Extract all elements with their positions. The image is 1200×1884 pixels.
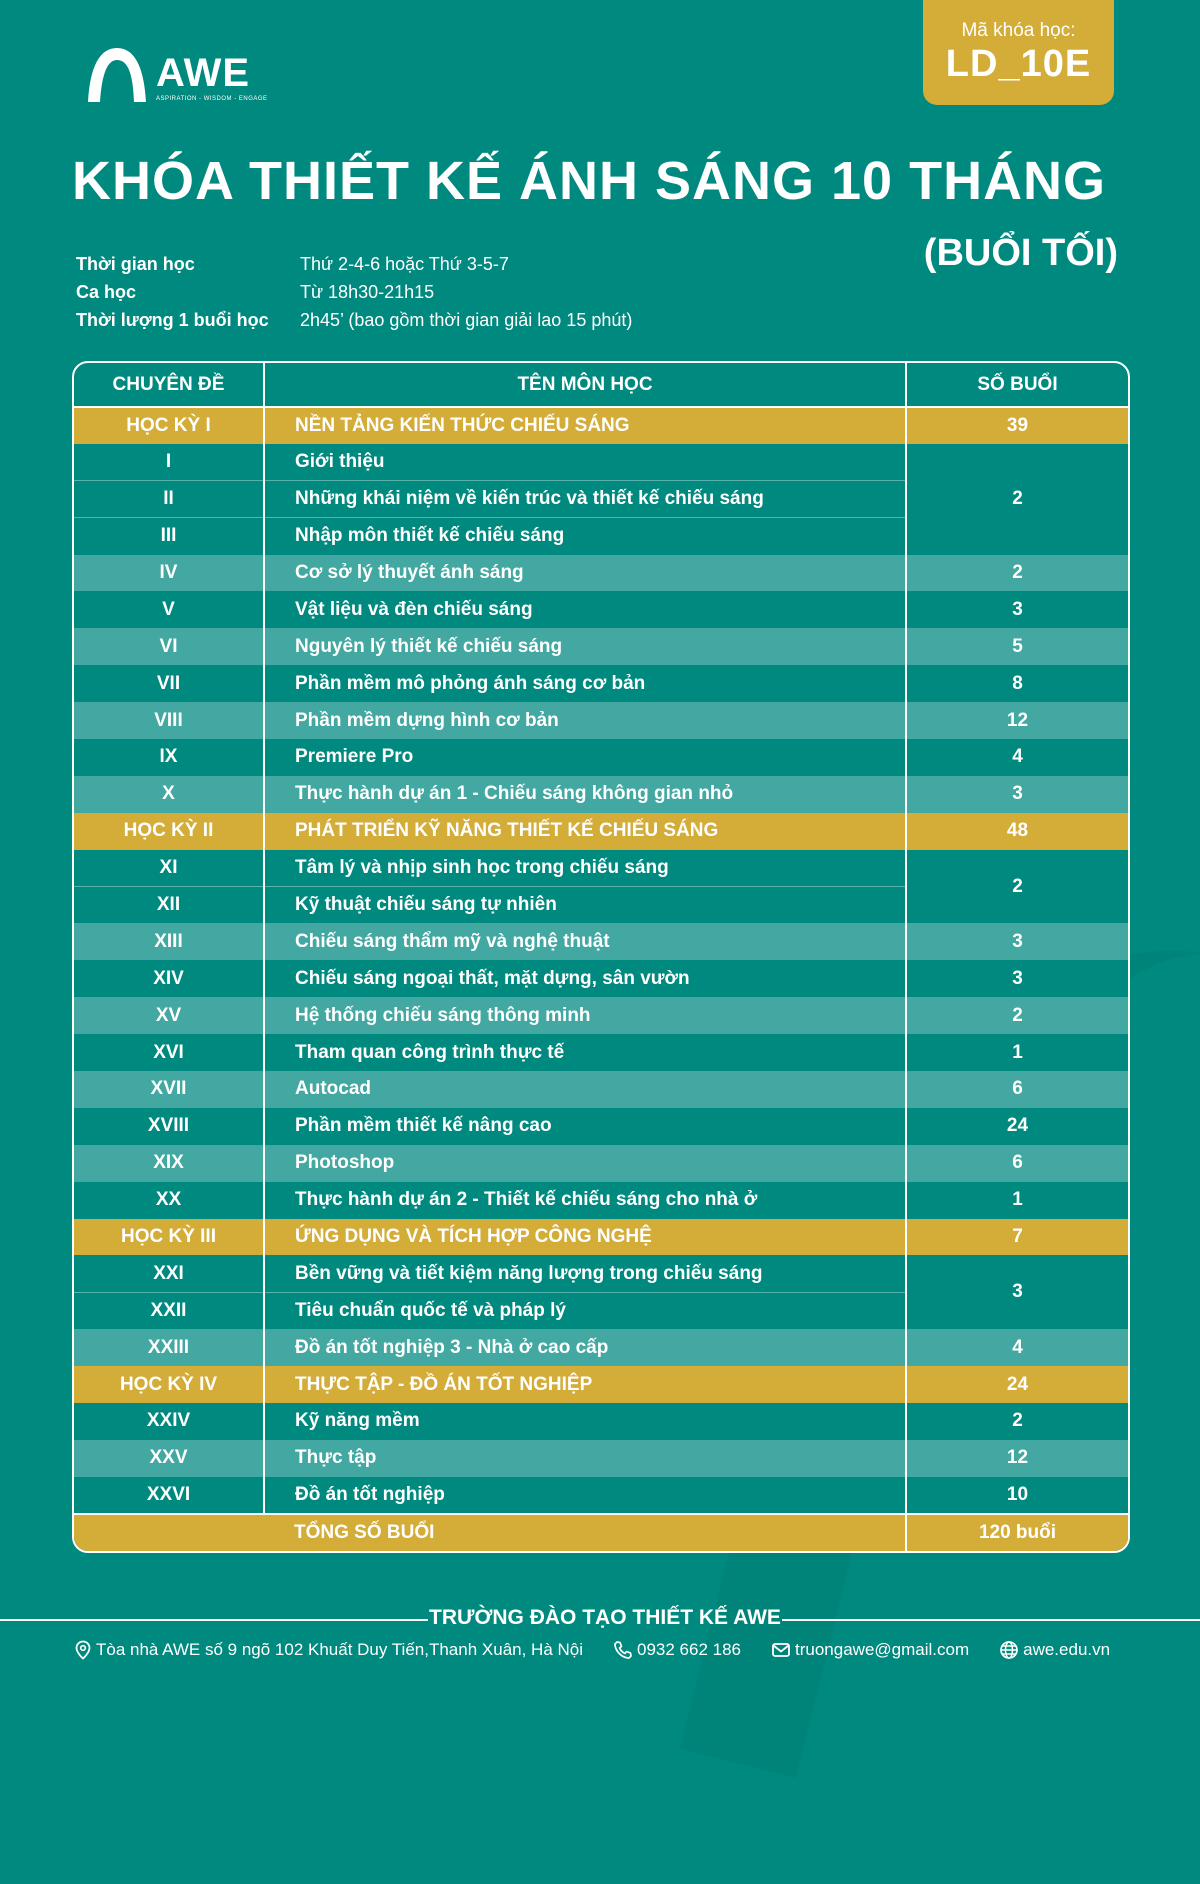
header-sessions: SỐ BUỔI [906, 363, 1128, 407]
info-label: Thời lượng 1 buổi học [76, 310, 269, 330]
curriculum-table [72, 361, 1130, 1553]
semester-code: HỌC KỲ II [74, 813, 264, 850]
subject-name: Bền vững và tiết kiệm năng lượng trong chiếu sáng [264, 1255, 906, 1292]
total-value: 120 buổi [906, 1514, 1128, 1551]
table-row [74, 1477, 1128, 1514]
subject-roman: I [74, 444, 264, 481]
schedule-info [76, 250, 632, 334]
subject-roman: XIV [74, 960, 264, 997]
subject-roman: XIX [74, 1145, 264, 1182]
subject-roman: XXII [74, 1292, 264, 1329]
subject-roman: VIII [74, 702, 264, 739]
table-row [74, 444, 1128, 481]
subject-name: Phần mềm thiết kế nâng cao [264, 1108, 906, 1145]
subject-name: Đồ án tốt nghiệp 3 - Nhà ở cao cấp [264, 1329, 906, 1366]
info-value: Thứ 2-4-6 hoặc Thứ 3-5-7 [300, 254, 509, 274]
info-value: Từ 18h30-21h15 [300, 282, 435, 302]
subject-roman: XVII [74, 1071, 264, 1108]
semester-name: PHÁT TRIỂN KỸ NĂNG THIẾT KẾ CHIẾU SÁNG [264, 813, 906, 850]
subject-roman: XII [74, 887, 264, 924]
subject-name: Thực hành dự án 1 - Chiếu sáng không gian nhỏ [264, 776, 906, 813]
semester-name: THỰC TẬP - ĐỒ ÁN TỐT NGHIỆP [264, 1366, 906, 1403]
subject-sessions: 2 [906, 555, 1128, 592]
subject-name: Kỹ năng mềm [264, 1403, 906, 1440]
total-row [74, 1514, 1128, 1551]
table-row [74, 555, 1128, 592]
info-row-study-days [76, 250, 632, 278]
subject-name: Chiếu sáng thẩm mỹ và nghệ thuật [264, 923, 906, 960]
table-row [74, 1145, 1128, 1182]
awe-logo [86, 46, 268, 102]
subject-roman: IX [74, 739, 264, 776]
globe-icon [999, 1640, 1019, 1660]
subject-roman: V [74, 591, 264, 628]
subject-name: Kỹ thuật chiếu sáng tự nhiên [264, 887, 906, 924]
info-row-duration [76, 306, 632, 334]
subject-roman: XIII [74, 923, 264, 960]
table-row [74, 1440, 1128, 1477]
subject-roman: II [74, 481, 264, 518]
subject-name: Nguyên lý thiết kế chiếu sáng [264, 628, 906, 665]
subject-roman: III [74, 518, 264, 555]
subject-sessions: 1 [906, 1182, 1128, 1219]
subject-name: Đồ án tốt nghiệp [264, 1477, 906, 1514]
subject-sessions: 3 [906, 591, 1128, 628]
subject-name: Chiếu sáng ngoại thất, mặt dựng, sân vườn [264, 960, 906, 997]
course-code-value: LD_10E [945, 43, 1092, 85]
info-label: Thời gian học [76, 254, 195, 274]
table-row [74, 1403, 1128, 1440]
semester-sessions: 48 [906, 813, 1128, 850]
table-row [74, 997, 1128, 1034]
subject-sessions: 2 [906, 444, 1128, 555]
subject-name: Thực hành dự án 2 - Thiết kế chiếu sáng cho nhà ở [264, 1182, 906, 1219]
table-row [74, 1108, 1128, 1145]
subject-roman: XXV [74, 1440, 264, 1477]
subject-roman: VII [74, 665, 264, 702]
semester-row [74, 407, 1128, 444]
course-code-badge [923, 0, 1114, 105]
page-subtitle: (BUỔI TỐI) [923, 232, 1118, 274]
semester-row [74, 1366, 1128, 1403]
table-row [74, 1071, 1128, 1108]
subject-name: Tham quan công trình thực tế [264, 1034, 906, 1071]
semester-sessions: 24 [906, 1366, 1128, 1403]
subject-name: Phần mềm mô phỏng ánh sáng cơ bản [264, 665, 906, 702]
table-row [74, 1182, 1128, 1219]
subject-roman: XI [74, 850, 264, 887]
subject-sessions: 5 [906, 628, 1128, 665]
subject-sessions: 3 [906, 1255, 1128, 1329]
semester-name: NỀN TẢNG KIẾN THỨC CHIẾU SÁNG [264, 407, 906, 444]
subject-name: Phần mềm dựng hình cơ bản [264, 702, 906, 739]
subject-roman: XV [74, 997, 264, 1034]
subject-sessions: 1 [906, 1034, 1128, 1071]
subject-name: Vật liệu và đèn chiếu sáng [264, 591, 906, 628]
contact-email[interactable] [771, 1640, 969, 1660]
contact-website[interactable] [999, 1640, 1110, 1660]
table-row [74, 1255, 1128, 1292]
map-pin-icon [74, 1640, 92, 1660]
subject-roman: XXI [74, 1255, 264, 1292]
subject-sessions: 24 [906, 1108, 1128, 1145]
semester-sessions: 39 [906, 407, 1128, 444]
contact-address [74, 1640, 583, 1660]
contact-phone[interactable] [613, 1640, 741, 1660]
subject-roman: IV [74, 555, 264, 592]
subject-name: Tâm lý và nhịp sinh học trong chiếu sáng [264, 850, 906, 887]
subject-sessions: 12 [906, 702, 1128, 739]
subject-sessions: 2 [906, 850, 1128, 924]
semester-name: ỨNG DỤNG VÀ TÍCH HỢP CÔNG NGHỆ [264, 1219, 906, 1256]
header-subject-name: TÊN MÔN HỌC [264, 363, 906, 407]
footer-school-name: TRƯỜNG ĐÀO TẠO THIẾT KẾ AWE [429, 1606, 781, 1629]
header-topic: CHUYÊN ĐỀ [74, 363, 264, 407]
address-text: Tòa nhà AWE số 9 ngõ 102 Khuất Duy Tiến,Thanh Xuân, Hà Nội [96, 1640, 584, 1659]
table-row [74, 776, 1128, 813]
total-label: TỔNG SỐ BUỔI [264, 1514, 906, 1551]
semester-code: HỌC KỲ I [74, 407, 264, 444]
course-code-label: Mã khóa học: [961, 20, 1076, 41]
table-row [74, 923, 1128, 960]
subject-sessions: 3 [906, 960, 1128, 997]
subject-sessions: 10 [906, 1477, 1128, 1514]
logo-wordmark: AWE [156, 51, 251, 95]
subject-sessions: 12 [906, 1440, 1128, 1477]
subject-sessions: 2 [906, 1403, 1128, 1440]
table-header-row [74, 363, 1128, 407]
subject-name: Hệ thống chiếu sáng thông minh [264, 997, 906, 1034]
contact-bar [74, 1640, 1140, 1660]
subject-roman: XXIII [74, 1329, 264, 1366]
table-row [74, 628, 1128, 665]
subject-roman: XXVI [74, 1477, 264, 1514]
info-label: Ca học [76, 282, 137, 302]
table-row [74, 850, 1128, 887]
website-link[interactable]: awe.edu.vn [1023, 1640, 1111, 1659]
subject-name: Nhập môn thiết kế chiếu sáng [264, 518, 906, 555]
table-row [74, 665, 1128, 702]
table-row [74, 1034, 1128, 1071]
info-row-shift [76, 278, 632, 306]
subject-roman: VI [74, 628, 264, 665]
subject-roman: XVI [74, 1034, 264, 1071]
subject-name: Thực tập [264, 1440, 906, 1477]
page-title: KHÓA THIẾT KẾ ÁNH SÁNG 10 THÁNG [72, 151, 1107, 211]
subject-sessions: 3 [906, 923, 1128, 960]
mail-icon [771, 1641, 791, 1659]
subject-sessions: 4 [906, 1329, 1128, 1366]
table-row [74, 702, 1128, 739]
subject-roman: X [74, 776, 264, 813]
total-spacer [74, 1514, 264, 1551]
table-row [74, 1329, 1128, 1366]
phone-icon [613, 1640, 633, 1660]
subject-roman: XVIII [74, 1108, 264, 1145]
email-link[interactable]: truongawe@gmail.com [795, 1640, 970, 1659]
semester-code: HỌC KỲ IV [74, 1366, 264, 1403]
phone-number[interactable]: 0932 662 186 [637, 1640, 742, 1659]
table-row [74, 960, 1128, 997]
subject-sessions: 3 [906, 776, 1128, 813]
logo-tagline: ASPIRATION - WISDOM - ENGAGE [156, 96, 268, 102]
subject-sessions: 2 [906, 997, 1128, 1034]
table-row [74, 739, 1128, 776]
subject-roman: XXIV [74, 1403, 264, 1440]
subject-name: Những khái niệm về kiến trúc và thiết kế chiếu sáng [264, 481, 906, 518]
table-row [74, 591, 1128, 628]
subject-name: Cơ sở lý thuyết ánh sáng [264, 555, 906, 592]
subject-name: Photoshop [264, 1145, 906, 1182]
footer-divider-right [782, 1619, 1200, 1621]
subject-roman: XX [74, 1182, 264, 1219]
subject-name: Premiere Pro [264, 739, 906, 776]
semester-sessions: 7 [906, 1219, 1128, 1256]
subject-name: Tiêu chuẩn quốc tế và pháp lý [264, 1292, 906, 1329]
subject-sessions: 4 [906, 739, 1128, 776]
info-value: 2h45’ (bao gồm thời gian giải lao 15 phút) [300, 310, 633, 330]
semester-row [74, 813, 1128, 850]
semester-code: HỌC KỲ III [74, 1219, 264, 1256]
footer-divider-left [0, 1619, 428, 1621]
subject-name: Autocad [264, 1071, 906, 1108]
subject-name: Giới thiệu [264, 444, 906, 481]
arch-logo-icon [86, 46, 148, 102]
subject-sessions: 8 [906, 665, 1128, 702]
subject-sessions: 6 [906, 1145, 1128, 1182]
semester-row [74, 1219, 1128, 1256]
subject-sessions: 6 [906, 1071, 1128, 1108]
